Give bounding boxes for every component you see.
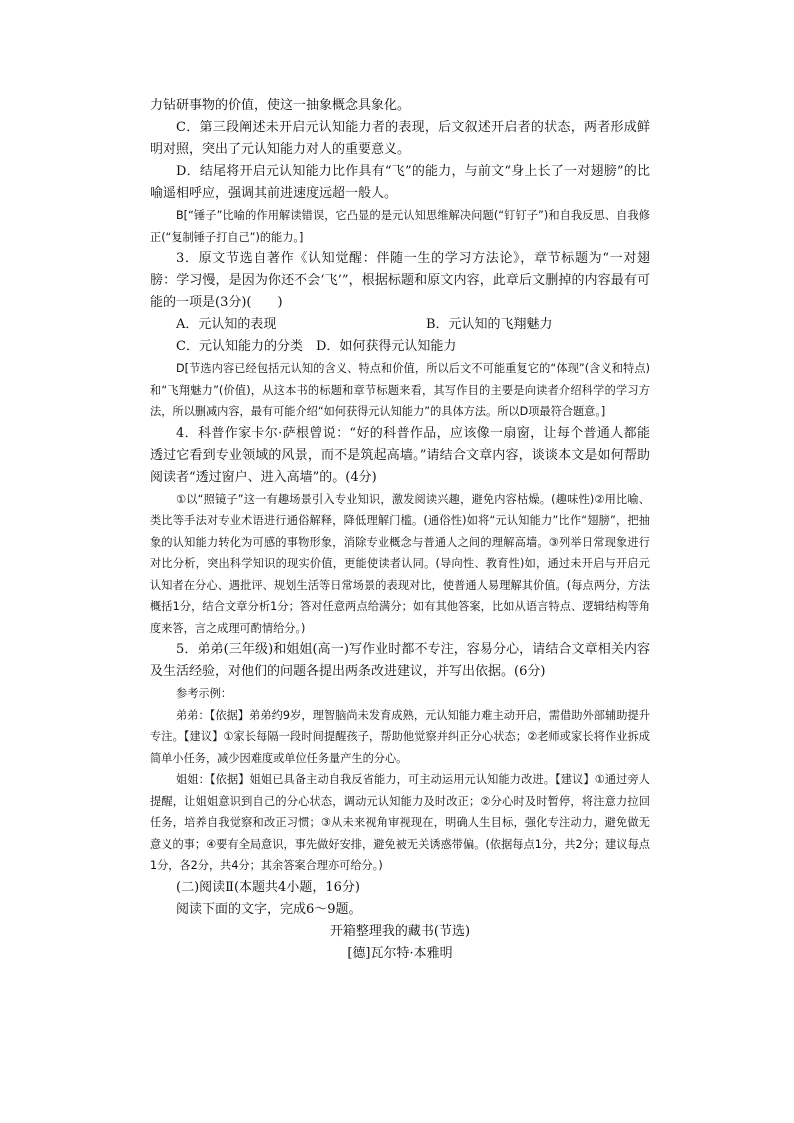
- passage-author: [德]瓦尔特·本雅明: [347, 945, 453, 961]
- option-d: D．结尾将开启元认知能力比作具有“飞”的能力，与前文“身上长了一对翅膀”的比喻遥相呼应，强调其前进速度远超一般人。: [150, 164, 650, 201]
- answer-5-brother: 弟弟：【依据】弟弟约9岁，理智脑尚未发育成熟，元认知能力难主动开启，需借助外部辅助提升专注。【建议】①家长每隔一段时间提醒孩子，帮助他觉察并纠正分心状态；②老师或家长将作业拆成简单小任务，减少因难度或单位任务量产生的分心。: [150, 708, 650, 765]
- reading-instruction: 阅读下面的文字，完成6～9题。: [176, 901, 362, 917]
- question-5: 5．弟弟(三年级)和姐姐(高一)写作业时都不专注，容易分心，请结合文章相关内容及生活经验，对他们的问题各提出两条改进建议，并写出依据。(6分): [150, 642, 650, 679]
- text-line: 力钻研事物的价值，使这一抽象概念具象化。: [150, 98, 411, 113]
- option-a: A．元认知的表现: [176, 317, 277, 332]
- option-c: C．第三段阐述未开启元认知能力者的表现，后文叙述开启者的状态，两者形成鲜明对照，突出了元认知能力对人的重要意义。: [150, 120, 650, 157]
- section-heading: (二)阅读Ⅱ(本题共4小题，16分): [176, 879, 360, 895]
- question-3-options-cd: C．元认知能力的分类 D．如何获得元认知能力: [176, 339, 457, 354]
- answer-2: B[“锤子”比喻的作用解读错误，它凸显的是元认知思维解决问题(“钉钉子”)和自我反思、自我修正(“复制锤子打自己”)的能力。]: [150, 209, 650, 244]
- document-content: [150, 95, 650, 965]
- question-4: 4．科普作家卡尔·萨根曾说：“好的科普作品，应该像一扇窗，让每个普通人都能透过它看到专业领域的风景，而不是筑起高墙。”请结合文章内容，谈谈本文是如何帮助阅读者“透过窗户、进入高墙”的。(4分): [150, 425, 650, 485]
- answer-5-reference: 参考示例：: [176, 687, 232, 700]
- answer-5-sister: 姐姐：【依据】姐姐已具备主动自我反省能力，可主动运用元认知能力改进。【建议】①通过旁人提醒，让姐姐意识到自己的分心状态，调动元认知能力及时改正；②分心时及时暂停，将注意力拉回任务，培养自我觉察和改正习惯；③从未来视角审视现在，明确人生目标，强化专注动力，避免做无意义的事；④要有全局意识，事先做好安排，避免被无关诱惑带偏。(依据每点1分，共2分；建议每点1分，各2分，共4分；其余答案合理亦可给分。): [150, 773, 650, 872]
- question-3-options-ab: [150, 314, 650, 336]
- option-b: B．元认知的飞翔魅力: [426, 317, 553, 332]
- answer-4: ①以“照镜子”这一有趣场景引入专业知识，激发阅读兴趣，避免内容枯燥。(趣味性)②用比喻、类比等手法对专业术语进行通俗解释，降低理解门槛。(通俗性)如将“元认知能力”比作“翅膀”，把抽象的认知能力转化为可感的事物形象，消除专业概念与普通人之间的理解高墙。③列举日常现象进行对比分析，突出科学知识的现实价值，更能使读者认同。(导向性、教育性)如，通过未开启与开启元认知者在分心、遇批评、规划生活等日常场景的表现对比，使普通人易理解其价值。(每点两分，方法概括1分，结合文章分析1分；答对任意两点给满分；如有其他答案，比如从语言特点、逻辑结构等角度来答，言之成理可酌情给分。): [150, 492, 650, 635]
- passage-title: 开箱整理我的藏书(节选): [329, 923, 471, 939]
- question-3: 3．原文节选自著作《认知觉醒：伴随一生的学习方法论》，章节标题为“一对翅膀：学习慢，是因为你还不会‘飞’”，根据标题和原文内容，此章后文删掉的内容最有可能的一项是(3分)( ): [150, 251, 650, 310]
- answer-3: D[节选内容已经包括元认知的含义、特点和价值，所以后文不可能重复它的“体现”(含义和特点)和“飞翔魅力”(价值)，从这本书的标题和章节标题来看，其写作目的主要是向读者介绍科学的学习方法，所以删减内容，最有可能介绍“如何获得元认知能力”的具体方法。所以D项最符合题意。]: [150, 362, 650, 418]
